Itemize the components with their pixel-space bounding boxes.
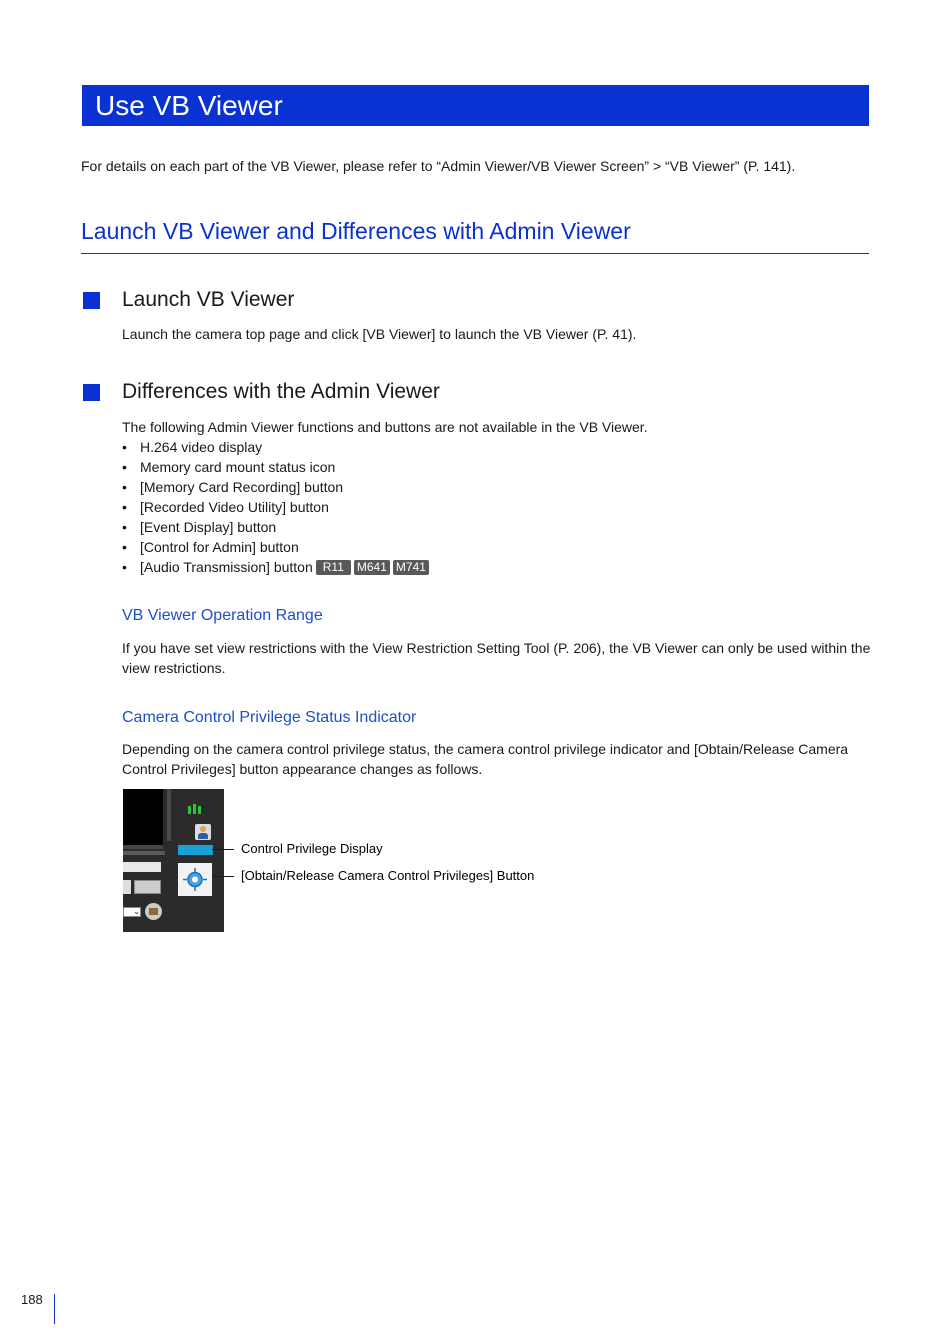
list-item: • H.264 video display	[122, 439, 263, 455]
launch-heading	[83, 288, 294, 312]
list-item: • [Event Display] button	[122, 519, 277, 535]
section-title: Launch VB Viewer and Differences with Admin Viewer	[81, 218, 869, 254]
viewer-screenshot	[123, 789, 224, 932]
callout-obtain-release-button: [Obtain/Release Camera Control Privileges] Button	[241, 868, 535, 883]
video-area	[123, 789, 163, 845]
page-number: 188	[21, 1292, 43, 1307]
page-title: Use VB Viewer	[82, 85, 869, 126]
launch-text: Launch the camera top page and click [VB Viewer] to launch the VB Viewer (P. 41).	[122, 326, 637, 342]
callout-control-privilege-display: Control Privilege Display	[241, 841, 383, 856]
differences-heading-text: Differences with the Admin Viewer	[122, 380, 440, 403]
page-number-rule	[54, 1294, 55, 1324]
square-bullet-icon	[83, 292, 100, 309]
list-item: • [Recorded Video Utility] button	[122, 499, 329, 515]
model-badge-m741: M741	[393, 560, 429, 575]
privilege-heading: Camera Control Privilege Status Indicator	[122, 709, 417, 726]
snapshot-icon	[145, 903, 162, 920]
obtain-release-control-button[interactable]	[178, 863, 212, 896]
control-privilege-display	[178, 845, 213, 855]
privilege-text: Depending on the camera control privilege status, the camera control privilege indicator and [Obtain/Release Camera Control Privileges] button appearance changes as follows.	[122, 741, 849, 777]
model-badge-m641: M641	[354, 560, 390, 575]
list-item: • [Memory Card Recording] button	[122, 479, 344, 495]
operation-range-heading: VB Viewer Operation Range	[122, 607, 323, 624]
operation-range-text: If you have set view restrictions with the View Restriction Setting Tool (P. 206), the VB Viewer can only be used within the view restrictions.	[122, 640, 871, 676]
differences-list	[122, 437, 429, 577]
model-badge-r11: R11	[316, 560, 351, 575]
list-item: • Memory card mount status icon	[122, 459, 336, 475]
differences-text: The following Admin Viewer functions and buttons are not available in the VB Viewer.	[122, 419, 648, 435]
level-meter-icon	[187, 804, 203, 816]
launch-heading-text: Launch VB Viewer	[122, 288, 295, 311]
list-item: • [Audio Transmission] button R11 M641 M741	[122, 557, 429, 577]
square-bullet-icon	[83, 384, 100, 401]
user-icon	[195, 824, 211, 840]
differences-heading	[83, 380, 440, 404]
list-item: • [Control for Admin] button	[122, 539, 299, 555]
crosshair-icon	[178, 863, 212, 896]
chevron-down-icon: ⌄	[123, 907, 141, 917]
intro-text: For details on each part of the VB Viewer, please refer to “Admin Viewer/VB Viewer Screen” > “VB Viewer” (P. 141).	[81, 158, 796, 174]
